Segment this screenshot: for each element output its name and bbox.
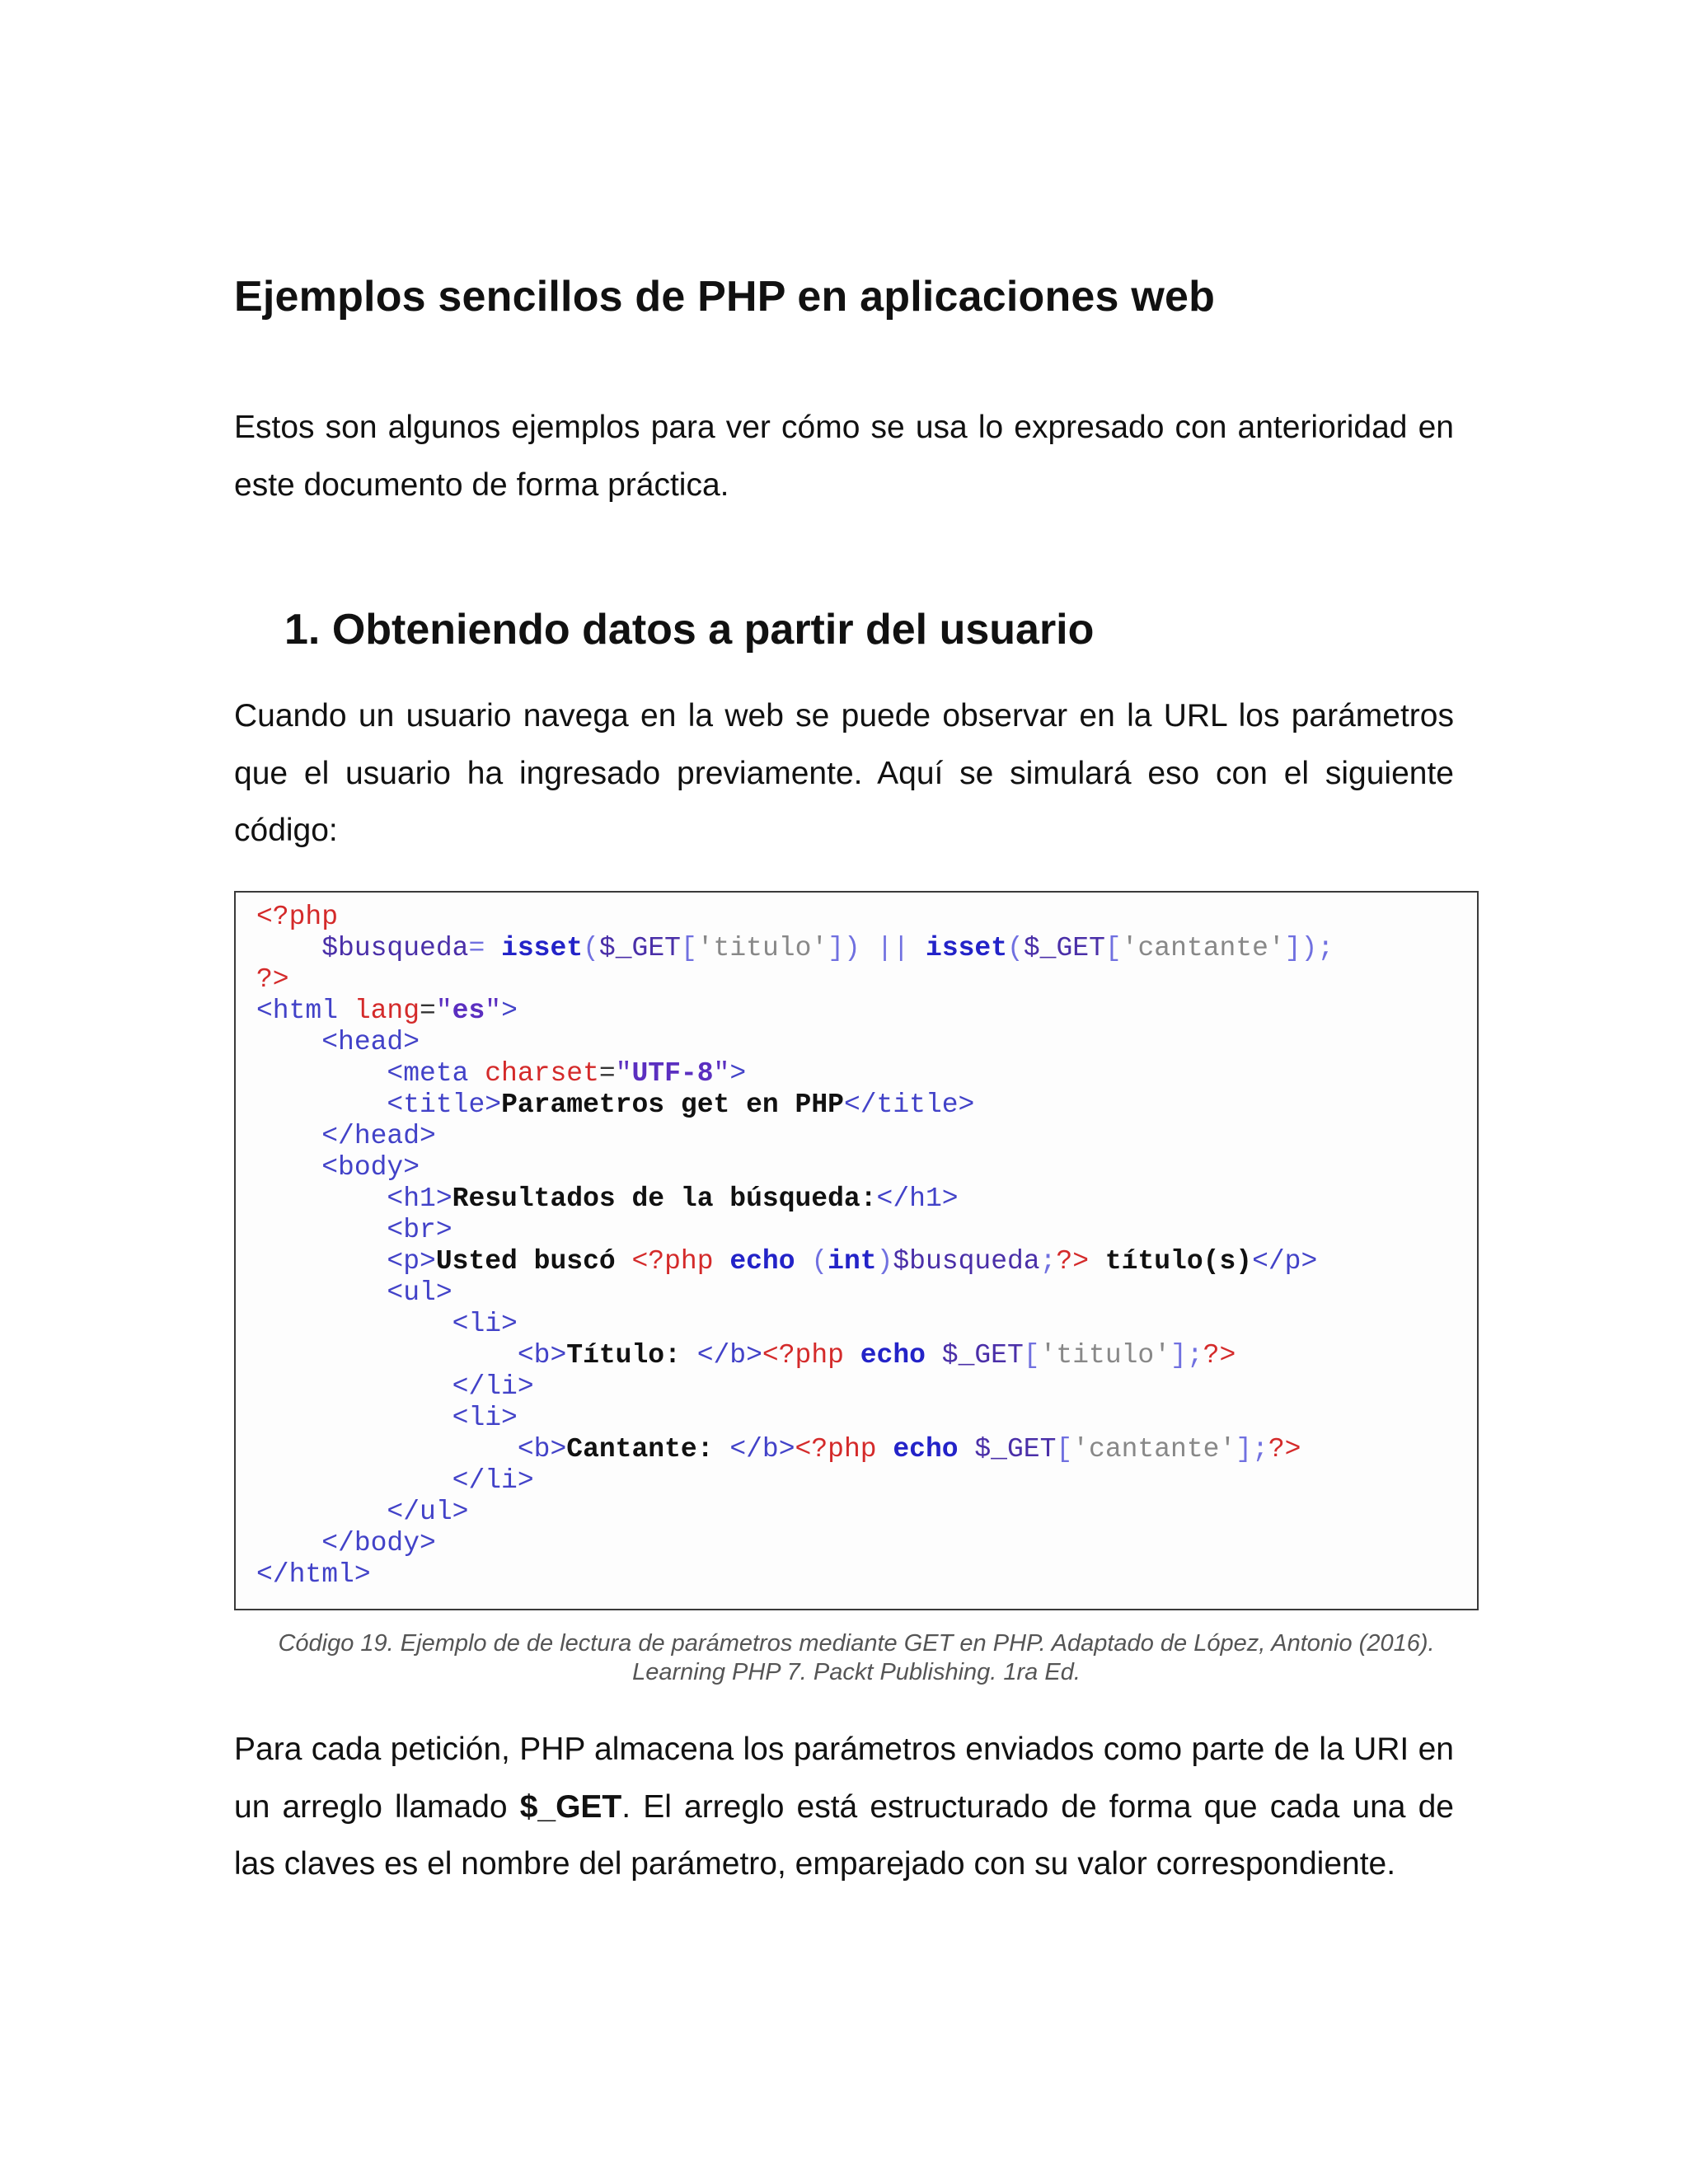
code-token: <title>: [256, 1090, 502, 1120]
code-line: [256, 1528, 436, 1558]
code-token: <b>: [256, 1434, 567, 1465]
code-token: $busqueda: [893, 1246, 1040, 1277]
code-token: <ul>: [256, 1277, 452, 1308]
page-title: Ejemplos sencillos de PHP en aplicaciones web: [234, 273, 1216, 321]
code-token: <?php: [795, 1434, 893, 1465]
get-array-name: $_GET: [519, 1788, 622, 1825]
code-token: =: [468, 933, 502, 963]
code-token: $_GET: [958, 1434, 1057, 1465]
code-listing: [256, 902, 1334, 1591]
code-token: 'cantante': [1121, 933, 1285, 963]
code-token: ?>: [1056, 1246, 1090, 1277]
code-token: $busqueda: [256, 933, 469, 963]
code-line: [256, 1090, 974, 1120]
code-token: </html>: [256, 1559, 371, 1590]
code-token: [: [1104, 933, 1122, 963]
code-token: Resultados de la búsqueda:: [452, 1183, 877, 1214]
closing-paragraph: [234, 1721, 1454, 1893]
code-token: int: [828, 1246, 877, 1277]
code-token: ?>: [1268, 1434, 1301, 1465]
code-token: <meta: [256, 1058, 485, 1089]
code-token: ): [876, 1246, 893, 1277]
closing-text-before: Para cada petición, PHP almacena los parámetros enviados como parte de la URI en un arreglo llamado: [234, 1732, 1454, 1825]
code-token: $_GET: [598, 933, 681, 963]
code-token: (: [583, 933, 599, 963]
code-token: ": [713, 1058, 730, 1089]
code-line: [256, 933, 1334, 963]
code-caption: Código 19. Ejemplo de de lectura de parámetros mediante GET en PHP. Adaptado de López, Antonio (2016). Learning PHP 7. Packt Publishing. 1ra Ed.: [278, 1630, 1435, 1685]
code-line: [256, 1027, 420, 1057]
code-token: isset: [926, 933, 1008, 963]
closing-text-after: . El arreglo está estructurado de forma que cada una de las claves es el nombre del parámetro, emparejado con su valor correspondiente.: [234, 1788, 1454, 1882]
code-token: </body>: [256, 1528, 436, 1558]
code-token: ]);: [1284, 933, 1334, 963]
code-line: [256, 1371, 534, 1402]
code-token: </li>: [256, 1465, 534, 1496]
code-token: echo: [893, 1434, 959, 1465]
code-token: </title>: [843, 1090, 975, 1120]
code-token: 'titulo': [696, 933, 828, 963]
code-token: <li>: [256, 1309, 518, 1339]
code-token: $_GET: [925, 1340, 1024, 1371]
code-line: [256, 1497, 468, 1527]
code-line: [256, 1465, 534, 1496]
code-token: [: [1023, 1340, 1040, 1371]
code-token: ]) ||: [828, 933, 926, 963]
code-token: echo: [860, 1340, 926, 1371]
code-token: Cantante:: [566, 1434, 730, 1465]
code-token: </ul>: [256, 1497, 469, 1527]
code-token: (: [795, 1246, 828, 1277]
code-token: </li>: [256, 1371, 534, 1402]
code-line: [256, 1058, 746, 1089]
code-line: [256, 1559, 371, 1590]
code-token: </b>: [696, 1340, 762, 1371]
code-token: <head>: [256, 1027, 420, 1057]
code-token: <html: [256, 996, 354, 1026]
code-block: [234, 891, 1479, 1610]
code-token: ?>: [256, 964, 289, 995]
code-token: $_GET: [1023, 933, 1105, 963]
code-token: charset: [485, 1058, 599, 1089]
code-line: [256, 1403, 518, 1433]
section-paragraph: Cuando un usuario navega en la web se puede observar en la URL los parámetros que el usuario ha ingresado previamente. Aquí se simulará eso con el siguiente código:: [234, 698, 1454, 848]
code-token: >: [729, 1058, 747, 1089]
code-token: (: [1007, 933, 1024, 963]
code-token: ];: [1170, 1340, 1203, 1371]
code-token: ": [615, 1058, 632, 1089]
code-line: [256, 1246, 1317, 1277]
code-line: [256, 964, 289, 995]
code-line: [256, 1277, 452, 1308]
code-token: <b>: [256, 1340, 567, 1371]
code-token: <h1>: [256, 1183, 452, 1214]
code-token: >: [501, 996, 518, 1026]
code-token: <?php: [762, 1340, 860, 1371]
code-token: título(s): [1089, 1246, 1253, 1277]
intro-paragraph: Estos son algunos ejemplos para ver cómo se usa lo expresado con anterioridad en este documento de forma práctica.: [234, 410, 1454, 503]
code-line: [256, 902, 338, 932]
code-token: ;: [1039, 1246, 1057, 1277]
code-line: [256, 1183, 959, 1214]
code-token: <br>: [256, 1215, 452, 1245]
code-token: es: [452, 996, 485, 1026]
section-heading: 1. Obteniendo datos a partir del usuario: [284, 606, 1095, 654]
code-token: </p>: [1252, 1246, 1318, 1277]
code-token: [: [1056, 1434, 1073, 1465]
code-token: Parametros get en PHP: [501, 1090, 844, 1120]
code-token: </h1>: [876, 1183, 959, 1214]
code-line: [256, 1215, 452, 1245]
code-line: [256, 996, 518, 1026]
code-line: [256, 1121, 436, 1151]
code-token: ": [435, 996, 452, 1026]
code-line: [256, 1309, 518, 1339]
code-token: ];: [1236, 1434, 1268, 1465]
code-line: [256, 1152, 420, 1183]
code-token: =: [598, 1058, 616, 1089]
code-token: 'cantante': [1072, 1434, 1236, 1465]
code-token: <?php: [256, 902, 339, 932]
code-token: UTF-8: [631, 1058, 714, 1089]
code-token: </b>: [729, 1434, 795, 1465]
code-token: isset: [501, 933, 584, 963]
code-token: </head>: [256, 1121, 436, 1151]
code-token: =: [420, 996, 436, 1026]
code-token: <?php: [631, 1246, 730, 1277]
code-token: [: [680, 933, 697, 963]
code-token: <body>: [256, 1152, 420, 1183]
code-token: ": [485, 996, 502, 1026]
code-token: Título:: [566, 1340, 697, 1371]
code-token: ?>: [1203, 1340, 1236, 1371]
code-token: <p>: [256, 1246, 436, 1277]
code-line: [256, 1340, 1236, 1371]
code-token: 'titulo': [1039, 1340, 1171, 1371]
code-token: echo: [729, 1246, 795, 1277]
code-token: Usted buscó: [435, 1246, 632, 1277]
code-token: <li>: [256, 1403, 518, 1433]
code-line: [256, 1434, 1301, 1465]
code-token: lang: [354, 996, 420, 1026]
